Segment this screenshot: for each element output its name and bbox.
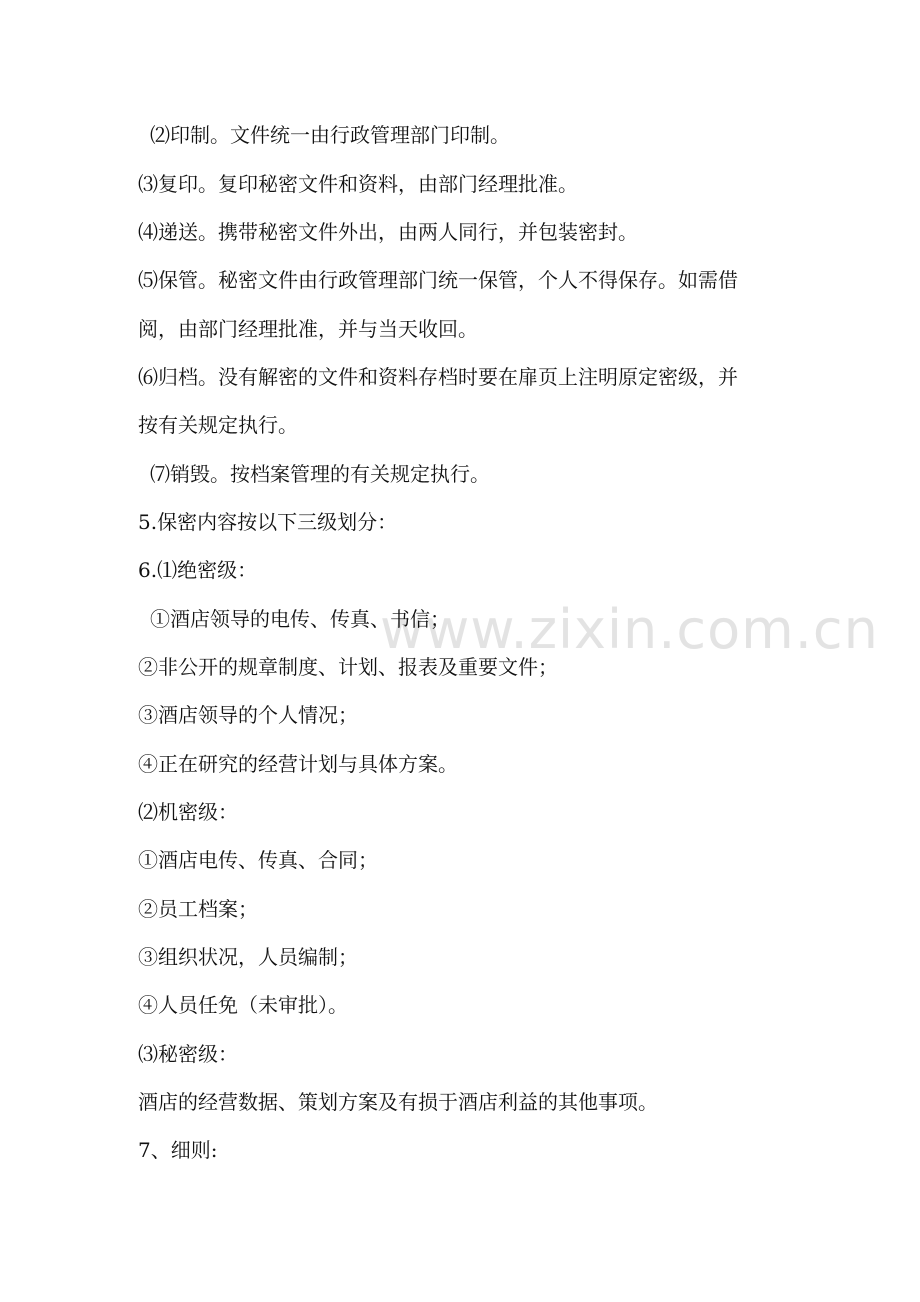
watermark: www.zixin.com.cn [380,598,879,661]
text-line: ①酒店电传、传真、合同； [138,848,378,872]
text-line: 5.保密内容按以下三级划分： [138,510,398,534]
text-line: ⑷递送。携带秘密文件外出，由两人同行，并包装密封。 [138,220,638,244]
text-line: 按有关规定执行。 [138,413,298,437]
text-line: ④正在研究的经营计划与具体方案。 [138,752,458,776]
text-line: ④人员任免（未审批）。 [138,993,348,1017]
text-line: ⑶秘密级： [138,1042,238,1066]
text-line: ⑵印制。文件统一由行政管理部门印制。 [150,123,510,147]
text-line: ③酒店领导的个人情况； [138,703,358,727]
text-line: 阅，由部门经理批准，并与当天收回。 [138,317,478,341]
text-line: 6.⑴绝密级： [138,558,258,582]
text-line: ②非公开的规章制度、计划、报表及重要文件； [138,655,558,679]
text-line: ①酒店领导的电传、传真、书信； [150,607,450,631]
text-line: ⑶复印。复印秘密文件和资料，由部门经理批准。 [138,172,578,196]
text-line: ②员工档案； [138,897,258,921]
text-line: ③组织状况，人员编制； [138,945,358,969]
text-line: ⑺销毁。按档案管理的有关规定执行。 [150,462,490,486]
text-line: ⑸保管。秘密文件由行政管理部门统一保管，个人不得保存。如需借 [138,268,738,292]
text-line: ⑹归档。没有解密的文件和资料存档时要在扉页上注明原定密级，并 [138,365,738,389]
text-line: 7、细则: [138,1138,218,1162]
text-line: ⑵机密级： [138,800,238,824]
text-line: 酒店的经营数据、策划方案及有损于酒店利益的其他事项。 [138,1090,658,1114]
